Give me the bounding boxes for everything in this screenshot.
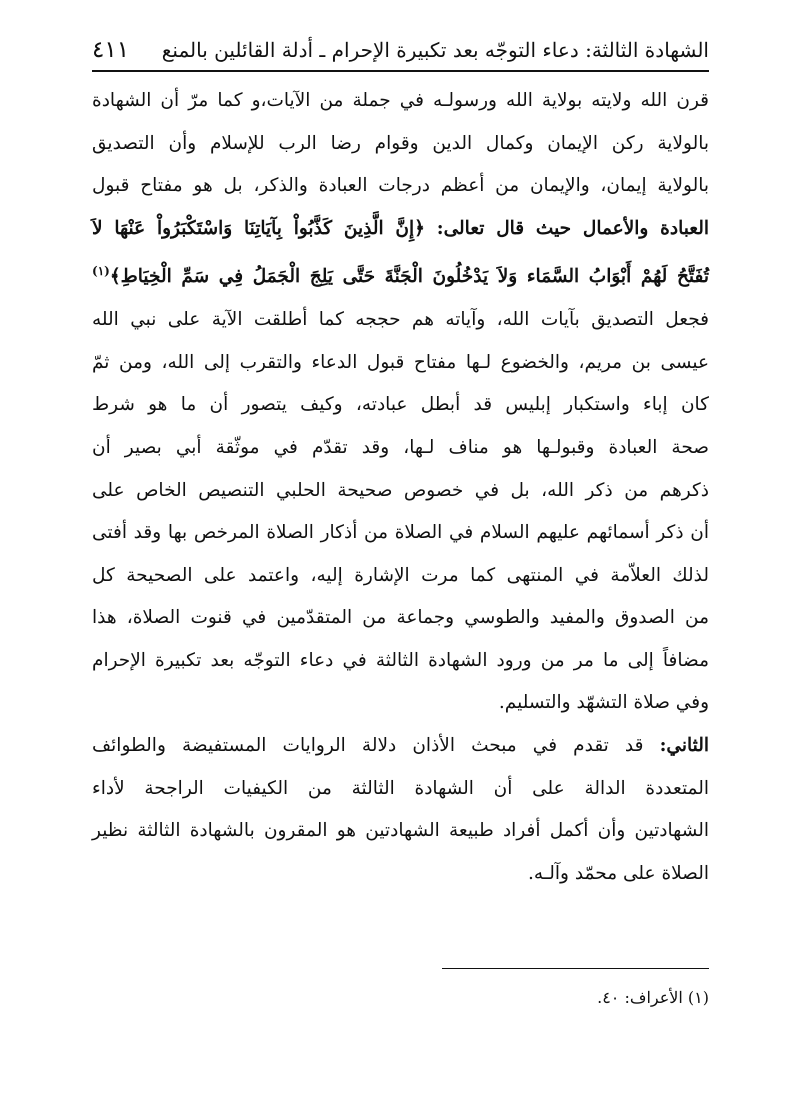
header-rule xyxy=(92,70,709,72)
header-title: الشهادة الثالثة: دعاء التوجّه بعد تكبيرة الإحرام ـ أدلة القائلين بالمنع xyxy=(161,38,709,62)
body-line: بالولاية إيمان، والإيمان من أعظم درجات العبادة والذكر، بل هو مفتاح قبول xyxy=(92,175,709,197)
footnote-marker: (١) xyxy=(92,264,110,279)
body-line: من الصدوق والمفيد والطوسي وجماعة من المتقدّمين في قنوت الصلاة، هذا xyxy=(92,607,709,629)
body-line: صحة العبادة وقبولـها هو مناف لـها، وقد تقدّم في موثّقة أبي بصير أن xyxy=(92,436,709,458)
body-text xyxy=(92,80,709,895)
second-point-text: قد تقدم في مبحث الأذان دلالة الروايات المستفيضة والطوائف xyxy=(92,735,644,757)
quran-verse-text: تُفَتَّحُ لَهُمْ أَبْوَابُ السَّمَاء وَلاَ يَدْخُلُونَ الْجَنَّةَ حَتَّى يَلِجَ الْجَمَلُ فِي سَمِّ الْخِيَاطِ﴾ xyxy=(109,266,709,288)
body-line: فجعل التصديق بآيات الله، وآياته هم حججه كما أطلقت الآية على نبي الله xyxy=(92,309,709,331)
body-line: لذلك العلاّمة في المنتهى كما مرت الإشارة إليه، واعتمد على الصحيحة كل xyxy=(92,564,709,586)
body-line: بالولاية ركن الإيمان وكمال الدين وقوام رضا الرب للإسلام وأن التصديق xyxy=(92,132,709,154)
body-line: الشهادتين وأن أكمل أفراد طبيعة الشهادتين هو المقرون بالشهادة الثالثة نظير xyxy=(92,820,709,842)
body-line: مضافاً إلى ما مر من ورود الشهادة الثالثة في دعاء التوجّه بعد تكبيرة الإحرام xyxy=(92,649,709,671)
second-point-label: الثاني: xyxy=(659,735,709,757)
body-line: عيسى بن مريم، والخضوع لـها مفتاح قبول الدعاء والتقرب إلى الله، ومن ثمّ xyxy=(92,351,709,373)
running-header xyxy=(92,32,709,68)
body-line: الصلاة على محمّد وآلـه. xyxy=(528,862,709,884)
quran-verse-line: العبادة والأعمال حيث قال تعالى: ﴿إِنَّ الَّذِينَ كَذَّبُواْ بِآيَاتِنَا وَاسْتَكْبَرُواْ عَنْهَا لاَ xyxy=(92,217,709,239)
body-line: ذكرهم من ذكر الله، بل في خصوص صحيحة الحلبي التنصيص الخاص على xyxy=(92,479,709,501)
body-line: وفي صلاة التشهّد والتسليم. xyxy=(498,692,709,714)
footnote-rule xyxy=(442,968,709,969)
body-line: أن ذكر أسمائهم عليهم السلام في الصلاة من أذكار الصلاة المرخص بها وقد أفتى xyxy=(92,522,709,544)
footnote: (١) الأعراف: ٤٠. xyxy=(597,988,709,1007)
body-line: كان إباء واستكبار إبليس قد أبطل عبادته، وكيف يتصور أن ما هو شرط xyxy=(92,394,709,416)
page-number: ٤١١ xyxy=(92,37,130,63)
body-line: المتعددة الدالة على أن الشهادة الثالثة من الكيفيات الراجحة لأداء xyxy=(92,777,709,799)
second-point-line xyxy=(92,725,709,768)
quran-verse-line xyxy=(92,250,709,299)
body-line: قرن الله ولايته بولاية الله ورسولـه في جملة من الآيات،و كما مرّ أن الشهادة xyxy=(92,90,709,111)
